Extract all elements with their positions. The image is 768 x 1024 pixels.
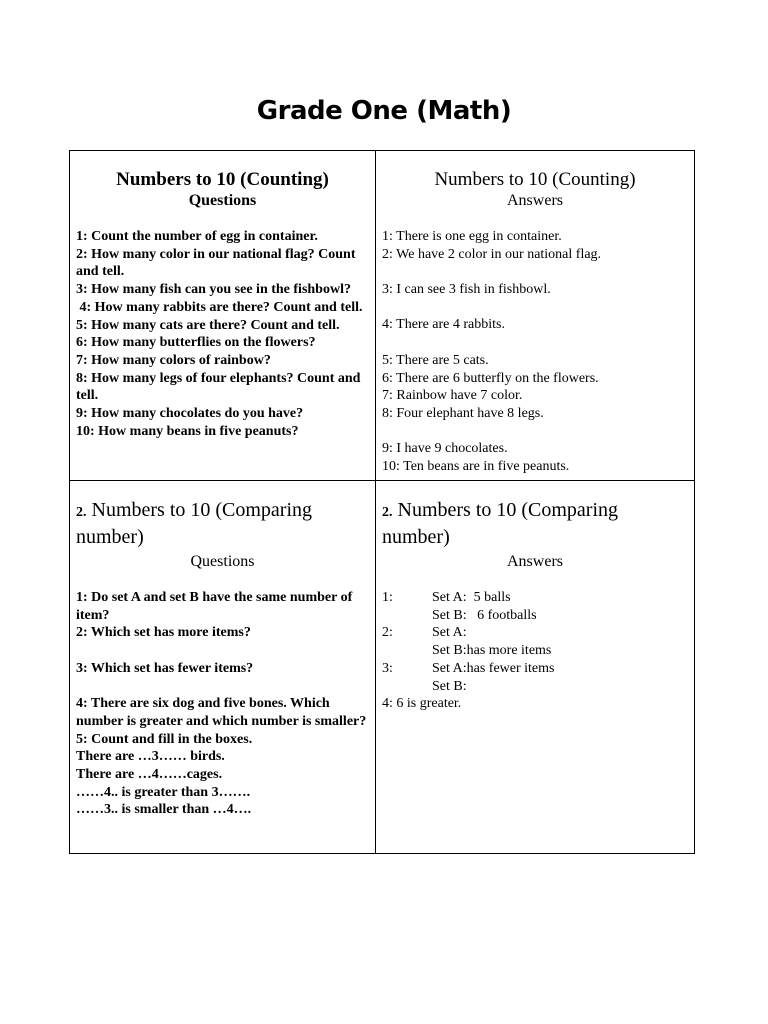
question-item: 1: Do set A and set B have the same number of item? — [76, 590, 356, 623]
blank-line — [382, 263, 688, 281]
question-item: 3: How many fish can you see in the fishbowl? — [76, 282, 351, 298]
answer-item: 2: We have 2 color in our national flag. — [382, 246, 602, 262]
counting-questions-heading: Numbers to 10 (Counting) — [116, 169, 329, 190]
answer-item — [382, 642, 688, 660]
counting-answers-subheading: Answers — [507, 192, 563, 209]
answer-item: 6: There are 6 butterfly on the flowers. — [382, 370, 599, 386]
question-item: 2: How many color in our national flag? Count and tell. — [76, 246, 360, 280]
answer-text: Set A: — [432, 625, 467, 641]
question-item: 7: How many colors of rainbow? — [76, 352, 271, 368]
answer-number — [382, 678, 432, 696]
answer-item — [382, 589, 688, 607]
worksheet-table — [69, 150, 695, 854]
answer-number — [382, 607, 432, 625]
question-item: ……3.. is smaller than …4…. — [76, 802, 252, 818]
comparing-answers-cell — [376, 481, 695, 854]
counting-answer-list — [382, 228, 688, 476]
blank-line — [382, 334, 688, 352]
comparing-answers-subheading: Answers — [507, 553, 563, 570]
answer-item: 10: Ten beans are in five peanuts. — [382, 459, 570, 475]
answer-number: 2: — [382, 625, 393, 641]
comparing-questions-cell — [70, 481, 376, 854]
comparing-answers-heading — [382, 498, 688, 549]
answer-item: 3: I can see 3 fish in fishbowl. — [382, 282, 551, 298]
comparing-row — [70, 481, 695, 854]
answer-item: 8: Four elephant have 8 legs. — [382, 405, 544, 421]
answer-text: Set A: 5 balls — [432, 590, 511, 605]
answer-text: Set A:has fewer items — [432, 660, 555, 676]
comparing-questions-subheading: Questions — [190, 553, 255, 570]
question-item: 5: How many cats are there? Count and tell. — [76, 317, 340, 333]
answer-item — [382, 678, 688, 696]
answer-item: 9: I have 9 chocolates. — [382, 441, 508, 457]
section-number: 2. — [382, 505, 393, 520]
answer-item — [382, 607, 688, 625]
comparing-question-list — [76, 589, 369, 819]
question-item: 4: How many rabbits are there? Count and tell. — [76, 299, 363, 315]
question-item: 3: Which set has fewer items? — [76, 660, 254, 676]
counting-answers-heading: Numbers to 10 (Counting) — [434, 169, 636, 190]
comparing-answer-list — [382, 589, 688, 713]
answer-item: 1: There is one egg in container. — [382, 229, 562, 244]
answer-item: 5: There are 5 cats. — [382, 352, 489, 368]
answer-item: 7: Rainbow have 7 color. — [382, 388, 523, 404]
blank-line — [382, 423, 688, 441]
blank-line — [382, 299, 688, 317]
answer-item — [382, 624, 688, 642]
section-title: Numbers to 10 (Comparing number) — [76, 499, 313, 548]
question-item: 4: There are six dog and five bones. Which number is greater and which number is smaller? — [76, 696, 367, 729]
question-item: ……4.. is greater than 3……. — [76, 784, 251, 800]
question-item: 10: How many beans in five peanuts? — [76, 423, 299, 439]
answer-text: Set B: 6 footballs — [432, 607, 537, 623]
answer-number: 1: — [382, 590, 393, 605]
question-item: 1: Count the number of egg in container. — [76, 229, 318, 244]
section-title: Numbers to 10 (Comparing number) — [382, 499, 619, 548]
answer-number — [382, 642, 432, 660]
answer-item — [382, 660, 688, 678]
counting-question-list — [76, 228, 369, 440]
counting-answers-cell — [376, 151, 695, 481]
question-item: 6: How many butterflies on the flowers? — [76, 335, 316, 351]
question-item: 2: Which set has more items? — [76, 625, 251, 641]
counting-questions-subheading: Questions — [188, 192, 257, 209]
page-title: Grade One (Math) — [256, 96, 512, 126]
answer-text: Set B: — [432, 678, 467, 694]
counting-row — [70, 151, 695, 481]
answer-item: 4: There are 4 rabbits. — [382, 317, 505, 333]
question-item: There are …3…… birds. — [76, 749, 225, 765]
question-item: 8: How many legs of four elephants? Count and tell. — [76, 370, 364, 404]
question-item: 9: How many chocolates do you have? — [76, 406, 304, 422]
answer-number: 3: — [382, 660, 393, 676]
question-item: 5: Count and fill in the boxes. — [76, 731, 253, 747]
comparing-questions-heading — [76, 498, 369, 549]
section-number: 2. — [76, 505, 87, 520]
counting-questions-cell — [70, 151, 376, 481]
answer-text: Set B:has more items — [432, 643, 552, 659]
blank-line — [76, 642, 369, 660]
blank-line — [76, 678, 369, 696]
answer-item: 4: 6 is greater. — [382, 696, 462, 712]
question-item: There are …4……cages. — [76, 767, 223, 782]
